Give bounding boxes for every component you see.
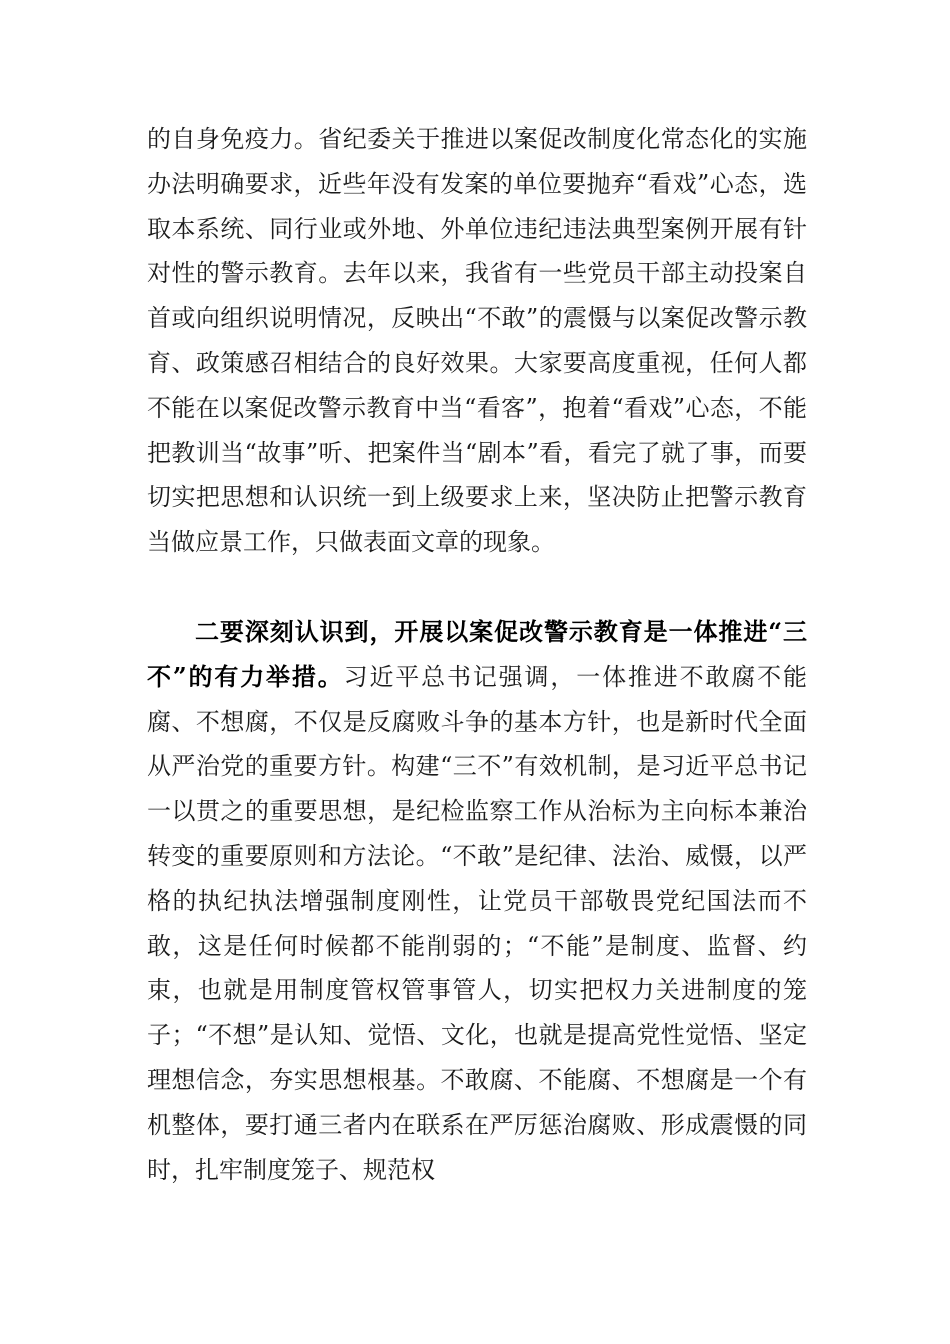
paragraph-1-text: 的自身免疫力。省纪委关于推进以案促改制度化常态化的实施办法明确要求，近些年没有发案的单位要抛弃“看戏”心态，选取本系统、同行业或外地、外单位违纪违法典型案例开展有针对性的警示教育。去年以来，我省有一些党员干部主动投案自首或向组织说明情况，反映出“不敢”的震慑与以案促改警示教育、政策感召相结合的良好效果。大家要高度重视，任何人都不能在以案促改警示教育中当“看客”，抱着“看戏”心态，不能把教训当“故事”听、把案件当“剧本”看，看完了就了事，而要切实把思想和认识统一到上级要求上来，坚决防止把警示教育当做应景工作，只做表面文章的现象。 <box>147 125 807 557</box>
paragraph-2 <box>147 610 807 1192</box>
paragraph-2-lead: 二要深刻认识到，开展以案促改警示教育是一体推进“三不”的有力举措。 <box>147 617 807 691</box>
paragraph-1 <box>147 117 807 565</box>
paragraph-2-text: 习近平总书记强调，一体推进不敢腐不能腐、不想腐，不仅是反腐败斗争的基本方针，也是新时代全面从严治党的重要方针。构建“三不”有效机制，是习近平总书记一以贯之的重要思想，是纪检监察工作从治标为主向标本兼治转变的重要原则和方法论。“不敢”是纪律、法治、威慑，以严格的执纪执法增强制度刚性，让党员干部敬畏党纪国法而不敢，这是任何时候都不能削弱的；“不能”是制度、监督、约束，也就是用制度管权管事管人，切实把权力关进制度的笼子；“不想”是认知、觉悟、文化，也就是提高党性觉悟、坚定理想信念，夯实思想根基。不敢腐、不能腐、不想腐是一个有机整体，要打通三者内在联系在严厉惩治腐败、形成震慑的同时，扎牢制度笼子、规范权 <box>147 662 807 1184</box>
